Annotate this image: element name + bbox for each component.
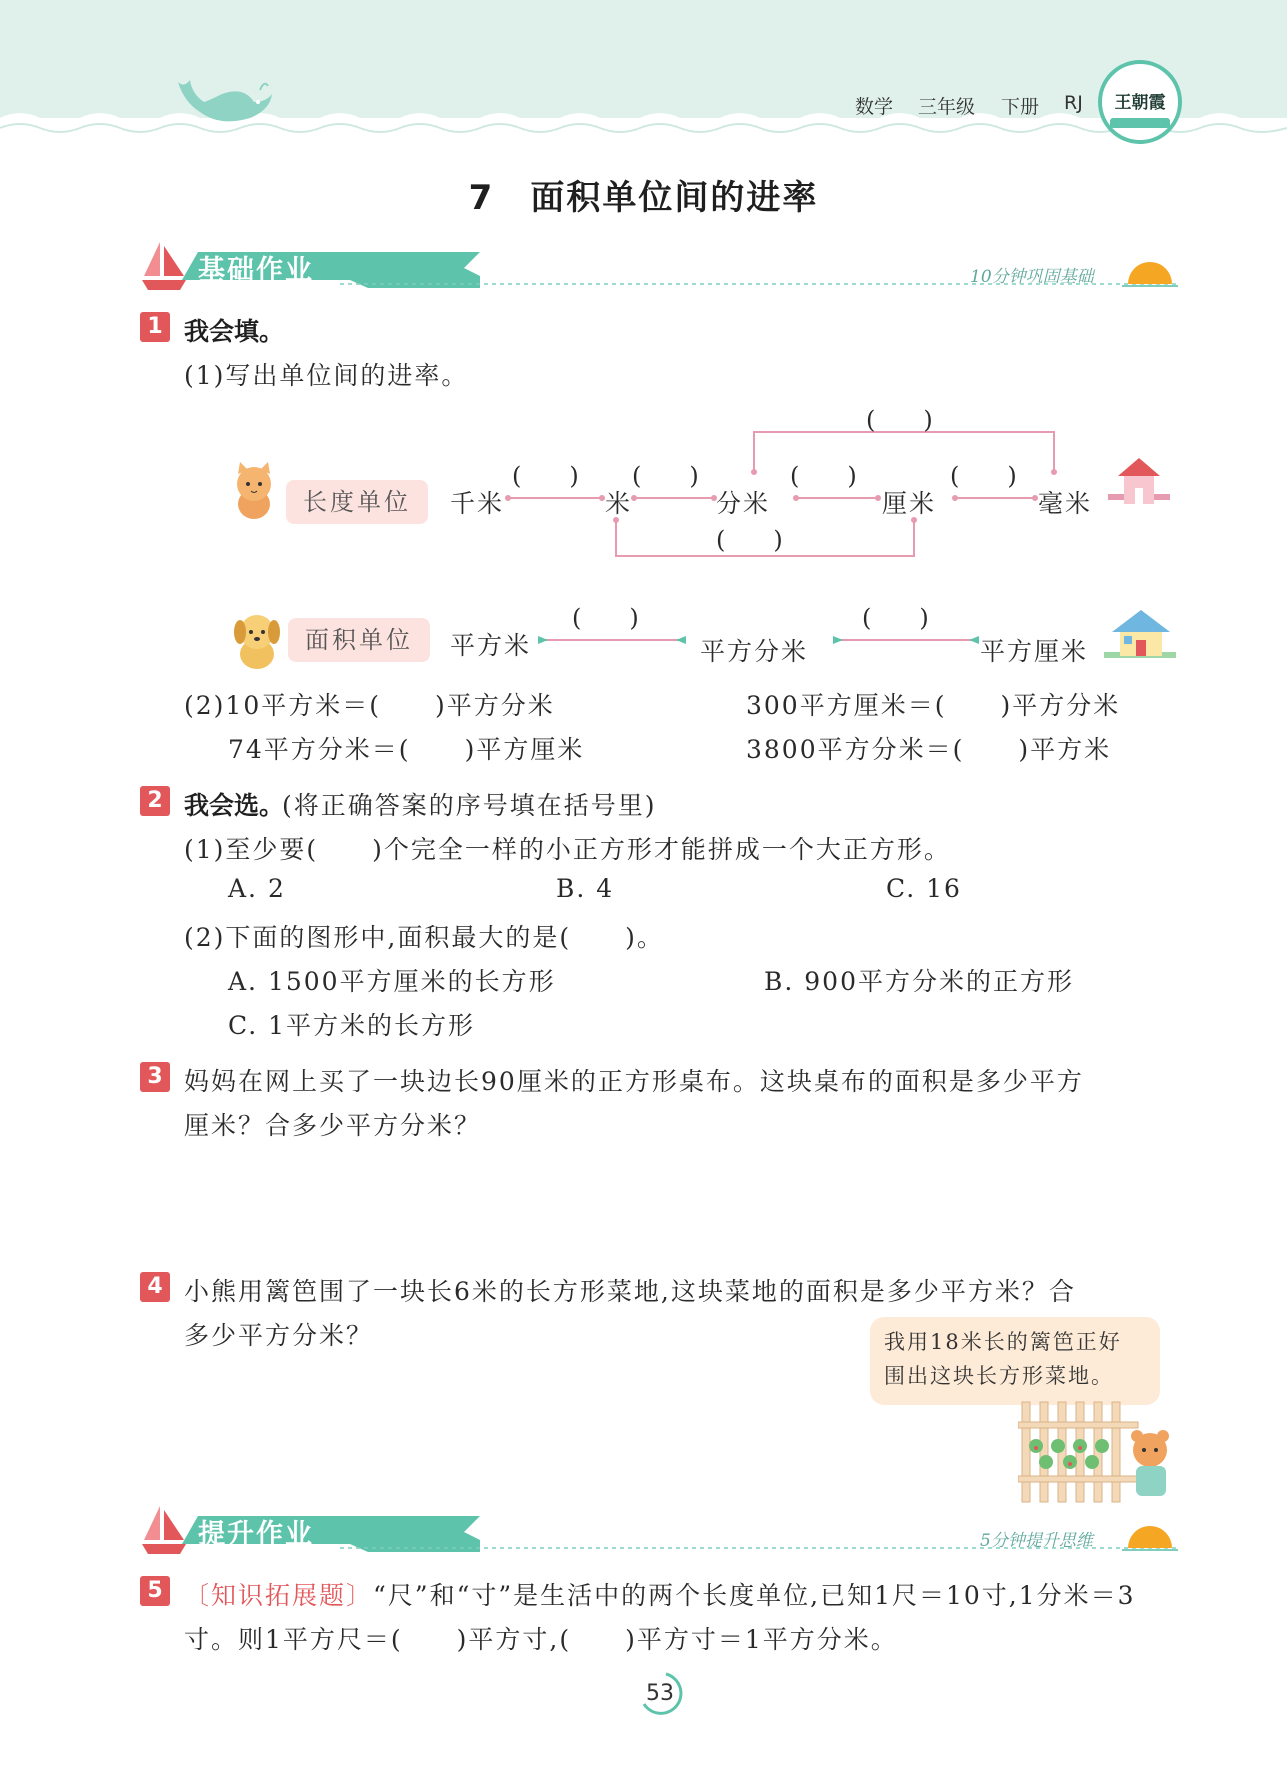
length-unit-label: 长度单位 [286, 480, 428, 524]
q1-sub2-a: (2)10平方米＝( )平方分米 [184, 691, 555, 720]
unit-millimeter: 毫米 [1038, 489, 1093, 518]
q2-s1: (1)至少要( )个完全一样的小正方形才能拼成一个大正方形。 [184, 835, 951, 864]
grade-label: 三年级 [918, 96, 976, 118]
length-diagram-lines [0, 0, 1287, 600]
question-note-2: (将正确答案的序号填在括号里) [282, 791, 657, 820]
blank-dm2-cm2[interactable]: ( ) [862, 604, 929, 632]
house-icon [1104, 454, 1174, 510]
unit-square-decimeter: 平方分米 [700, 637, 809, 666]
blank-km-m[interactable]: ( ) [512, 462, 579, 490]
page-number: 53 [646, 1681, 674, 1706]
q2-s1-option-a[interactable]: A. 2 [228, 874, 286, 903]
unit-kilometer: 千米 [450, 489, 505, 518]
subject-label: 数学 [855, 96, 894, 118]
section-title-basic: 基础作业 [198, 255, 314, 286]
q4-line1: 小熊用篱笆围了一块长6米的长方形菜地,这块菜地的面积是多少平方米？合 [184, 1277, 1076, 1306]
speech-bubble [870, 1317, 1160, 1405]
section-note-basic: 10分钟巩固基础 [970, 267, 1094, 287]
unit-centimeter: 厘米 [882, 489, 937, 518]
question-number-2: 2 [140, 786, 170, 816]
cottage-icon [1102, 606, 1178, 664]
q3-line2: 厘米？合多少平方分米？ [184, 1111, 482, 1140]
knowledge-extension-tag: 〔知识拓展题〕 [184, 1581, 374, 1610]
section-title-advanced: 提升作业 [198, 1519, 314, 1550]
blank-dm-cm[interactable]: ( ) [790, 462, 857, 490]
blank-cm-mm[interactable]: ( ) [950, 462, 1017, 490]
section-note-advanced: 5分钟提升思维 [980, 1531, 1093, 1551]
q2-s2-option-b[interactable]: B. 900平方分米的正方形 [764, 967, 1074, 996]
volume-label: 下册 [1001, 96, 1040, 118]
question-number-4: 4 [140, 1272, 170, 1302]
q2-s2: (2)下面的图形中,面积最大的是( )。 [184, 923, 664, 952]
blank-m-cm[interactable]: ( ) [716, 526, 783, 554]
q2-s2-option-c[interactable]: C. 1平方米的长方形 [228, 1011, 476, 1040]
unit-decimeter: 分米 [716, 489, 771, 518]
q2-s2-option-a[interactable]: A. 1500平方厘米的长方形 [228, 967, 556, 996]
page-title: 7 面积单位间的进率 [468, 178, 819, 218]
blank-m2-dm2[interactable]: ( ) [572, 604, 639, 632]
question-number-5: 5 [140, 1576, 170, 1606]
q3-line1: 妈妈在网上买了一块边长90厘米的正方形桌布。这块桌布的面积是多少平方 [184, 1067, 1084, 1096]
unit-meter: 米 [605, 489, 633, 518]
blank-m-dm[interactable]: ( ) [632, 462, 699, 490]
sunset-icon [1122, 1516, 1178, 1552]
q1-sub2-c: 74平方分米＝( )平方厘米 [228, 735, 585, 764]
sailboat-icon [140, 1502, 188, 1556]
q1-sub2-b: 300平方厘米＝( )平方分米 [746, 691, 1121, 720]
q5-line1 [184, 1576, 1136, 1612]
bubble-line-2: 围出这块长方形菜地。 [884, 1364, 1114, 1388]
blank-dm-mm[interactable]: ( ) [866, 406, 933, 434]
q5-line2: 寸。则1平方尺＝( )平方寸,( )平方寸＝1平方分米。 [184, 1625, 898, 1654]
q4-line2: 多少平方分米？ [184, 1321, 374, 1350]
bear-garden-illustration [1018, 1398, 1174, 1504]
logo-text: 王朝霞 [1114, 93, 1166, 113]
bubble-line-1: 我用18米长的篱笆正好 [884, 1330, 1122, 1354]
question-number-1: 1 [140, 312, 170, 342]
unit-square-meter: 平方米 [450, 631, 532, 660]
area-unit-label: 面积单位 [288, 618, 430, 662]
q2-s1-option-c[interactable]: C. 16 [886, 874, 962, 903]
edition-label: RJ [1064, 92, 1083, 114]
unit-square-centimeter: 平方厘米 [980, 637, 1089, 666]
question-title-1: 我会填。 [184, 317, 285, 346]
q2-s1-option-b[interactable]: B. 4 [556, 874, 615, 903]
question-title-2: 我会选。 [184, 791, 285, 820]
question-number-3: 3 [140, 1062, 170, 1092]
q1-sub1: (1)写出单位间的进率。 [184, 361, 469, 390]
area-diagram-lines [0, 600, 1287, 660]
q5-line1-text: “尺”和“寸”是生活中的两个长度单位,已知1尺＝10寸,1分米＝3 [373, 1581, 1136, 1610]
q1-sub2-d: 3800平方分米＝( )平方米 [746, 735, 1112, 764]
cat-mascot-icon [226, 460, 282, 522]
